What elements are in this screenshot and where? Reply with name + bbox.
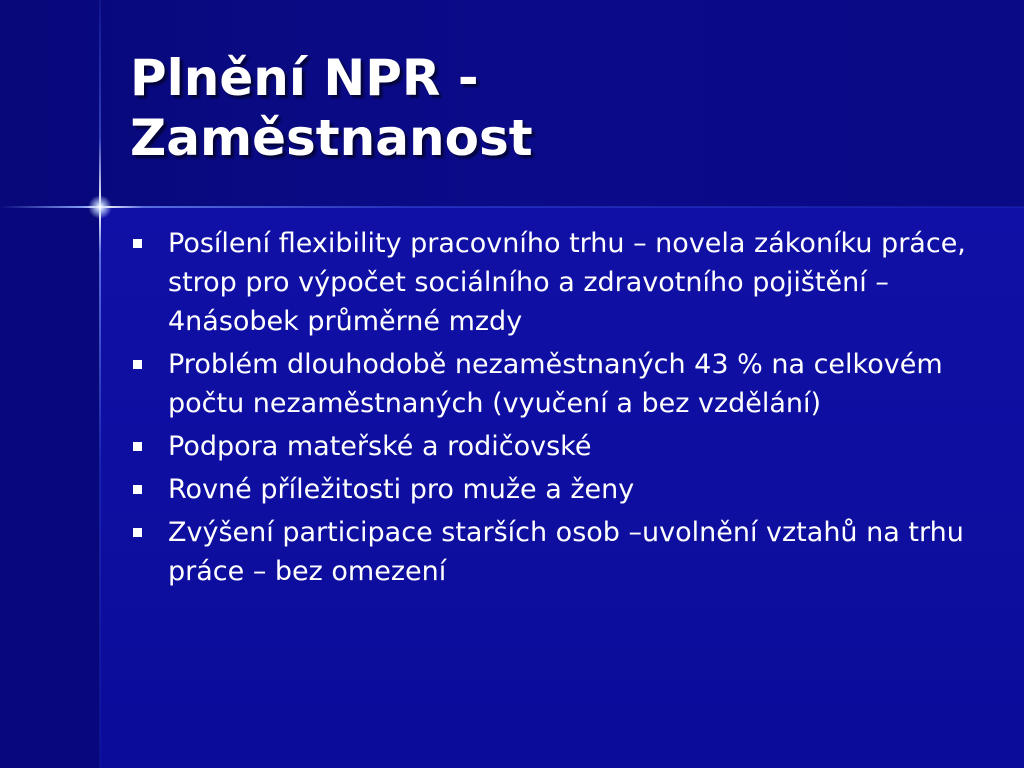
slide-title-line-1: Plnění NPR -: [130, 49, 479, 107]
bullet-text: Podpora mateřské a rodičovské: [168, 431, 592, 462]
bullet-item: [130, 427, 990, 466]
square-bullet-icon: [133, 528, 142, 537]
square-bullet-icon: [133, 485, 142, 494]
bullet-text: Zvýšení participace starších osob –uvolnění vztahů na trhu práce – bez omezení: [168, 517, 964, 587]
slide-title-line-2: Zaměstnanost: [130, 109, 533, 167]
bullet-text: Rovné příležitosti pro muže a ženy: [168, 474, 635, 505]
bullet-text: Problém dlouhodobě nezaměstnaných 43 % na celkovém počtu nezaměstnaných (vyučení a bez vzdělání): [168, 349, 943, 419]
horizontal-accent-line: [0, 206, 1024, 208]
bullet-text: Posílení flexibility pracovního trhu – novela zákoníku práce, strop pro výpočet sociálního a zdravotního pojištění – 4násobek průměrné mzdy: [168, 228, 966, 337]
bullet-item: [130, 513, 990, 591]
sparkle-icon: [88, 195, 112, 219]
square-bullet-icon: [133, 239, 142, 248]
slide-title: [130, 48, 990, 168]
bullet-item: [130, 345, 990, 423]
left-band: [0, 207, 100, 768]
bullet-item: [130, 470, 990, 509]
vertical-accent-line: [99, 0, 101, 768]
square-bullet-icon: [133, 442, 142, 451]
bullet-item: [130, 224, 990, 341]
square-bullet-icon: [133, 360, 142, 369]
bullet-list: [130, 224, 990, 595]
